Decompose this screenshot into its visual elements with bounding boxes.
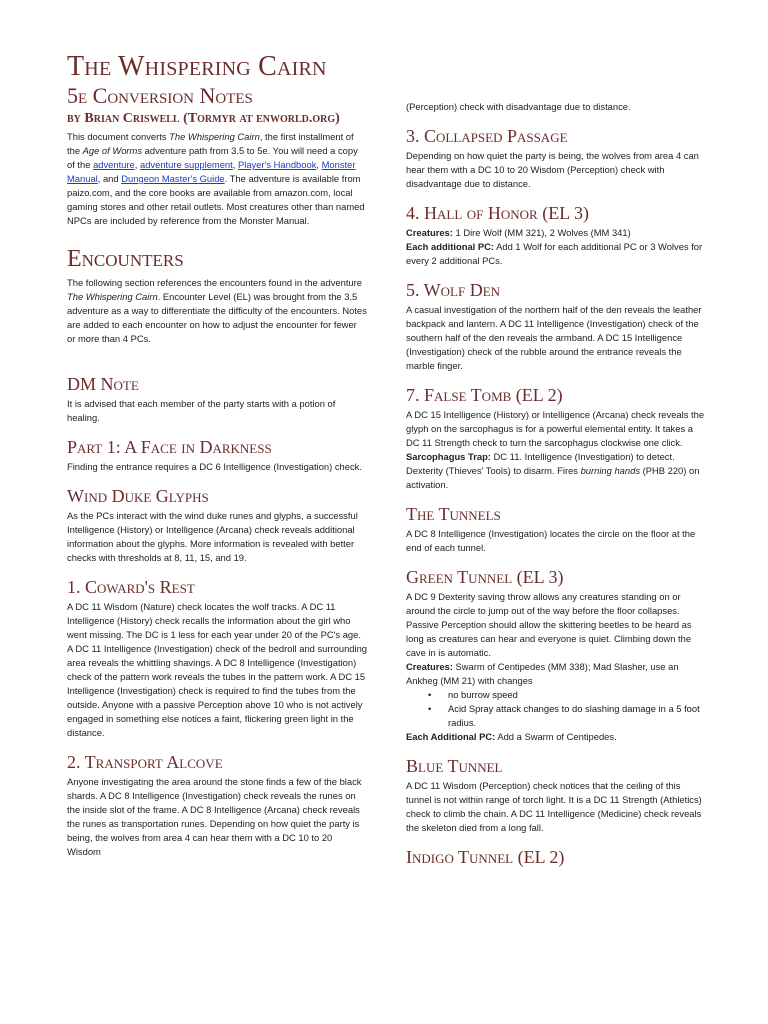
blue-tunnel-text: A DC 11 Wisdom (Perception) check notices that the ceiling of this tunnel is not within range of torch light. It is a DC 11 Strength (Athletics) check to climb the chain. A DC 11 Intelligence (Medicine) check reveals the skeleton died from a long fall. <box>406 780 702 833</box>
part1-heading: Part 1: A Face in Darkness <box>67 437 272 457</box>
false-tomb-text: A DC 15 Intelligence (History) or Intelligence (Arcana) check reveals the glyph on the sarcophagus is for a powerful elemental entity. It takes a DC 11 Strength check to turn the sarcophagus clockwise one click. Sarcophagus Trap: DC 11. Intelligence (Investigation) to detect. Dexterity (Thieves' Tools) to disarm. Fires burning hands (PHB 220) on activation. <box>406 409 705 490</box>
adventure-supplement-link[interactable]: adventure supplement <box>139 159 233 170</box>
tunnels-heading: The Tunnels <box>406 504 501 524</box>
green-tunnel-text: A DC 9 Dexterity saving throw allows any creatures standing on or around the circle to jump out of the way before the floor collapses. Passive Perception should allow the skittering beetles to be heard as long as creatures can hear and everyone is quiet. Climbing down the cave in is automatic. Creatures: Swarm of Centipedes (MM 338); Mad Slasher, use an Ankheg (MM 21) with changes <box>406 591 692 686</box>
encounters-paragraph: The following section references the encounters found in the adventure The Whispering Cairn. Encounter Level (EL) was brought from the 3.5 adventure as a way to differentiate the difficulty of the encounters. Notes are added to each encounter on how to adjust the encounter for fewer or more than 4 PCs. <box>67 277 367 344</box>
false-tomb-heading: 7. False Tomb (EL 2) <box>406 385 563 405</box>
list-item: • no burrow speed <box>448 688 706 702</box>
adventure-link[interactable]: adventure <box>93 159 135 170</box>
author-byline: by Brian Criswell (Tormyr at enworld.org) <box>67 111 340 126</box>
dungeon-masters-guide-link[interactable]: Dungeon Master's Guide <box>121 173 225 184</box>
collapsed-passage-heading: 3. Collapsed Passage <box>406 126 568 146</box>
green-tunnel-each-pc: Each Additional PC: Add a Swarm of Centipedes. <box>406 731 617 742</box>
left-column <box>67 44 367 859</box>
dm-note-text: It is advised that each member of the party starts with a potion of healing. <box>67 398 336 423</box>
wind-duke-text: As the PCs interact with the wind duke runes and glyphs, a successful Intelligence (History) or Intelligence (Arcana) check reveals additional information about the glyphs. More information is revealed with better checks with thresholds at 8, 11, 15, and 19. <box>67 510 358 563</box>
part1-text: Finding the entrance requires a DC 6 Intelligence (Investigation) check. <box>67 461 362 472</box>
transport-alcove-text: Anyone investigating the area around the stone finds a few of the black shards. A DC 8 Intelligence (Investigation) check reveals the runes on the inside slot of the frame. A DC 8 Intelligence (Arcana) check reveals the runes as transportation runes. Depending on how quiet the party is being, the wolves from area 4 can hear them with a DC 10 to 20 Wisdom <box>67 776 362 857</box>
hall-of-honor-text: Creatures: 1 Dire Wolf (MM 321), 2 Wolves (MM 341) Each additional PC: Add 1 Wolf for each additional PC or 3 Wolves for every 2 additional PCs. <box>406 227 703 266</box>
wind-duke-heading: Wind Duke Glyphs <box>67 486 209 506</box>
intro-paragraph: This document converts The Whispering Cairn, the first installment of the Age of Worms adventure path from 3.5 to 5e. You will need a copy of the adventure, adventure supplement, Player's Handbook, Monster Manual, and Dungeon Master's Guide. The adventure is available from paizo.com, and the core books are available from amazon.com, local gaming stores and other retail outlets. Most creatures other than named NPCs are included by reference from the Monster Manual. <box>67 131 365 226</box>
right-column <box>406 100 706 870</box>
green-tunnel-heading: Green Tunnel (EL 3) <box>406 567 564 587</box>
green-tunnel-changes-list <box>406 688 706 730</box>
encounters-heading: Encounters <box>67 246 184 272</box>
wolf-den-heading: 5. Wolf Den <box>406 280 501 300</box>
hall-of-honor-heading: 4. Hall of Honor (EL 3) <box>406 203 590 223</box>
document-title: The Whispering Cairn <box>67 51 327 82</box>
collapsed-passage-text: Depending on how quiet the party is being, the wolves from area 4 can hear them with a DC 10 to 20 Wisdom (Perception) check with disadvantage due to distance. <box>406 150 699 189</box>
indigo-tunnel-heading: Indigo Tunnel (EL 2) <box>406 847 565 867</box>
transport-alcove-continued: (Perception) check with disadvantage due to distance. <box>406 101 631 112</box>
list-item: • Acid Spray attack changes to do slashing damage in a 5 foot radius. <box>448 702 706 730</box>
blue-tunnel-heading: Blue Tunnel <box>406 756 503 776</box>
tunnels-text: A DC 8 Intelligence (Investigation) locates the circle on the floor at the end of each tunnel. <box>406 528 696 553</box>
document-subtitle: 5e Conversion Notes <box>67 83 253 108</box>
cowards-rest-text: A DC 11 Wisdom (Nature) check locates the wolf tracks. A DC 11 Intelligence (History) check recalls the information about the girl who went missing. The DC is 1 less for each year under 20 of the PC's age. A DC 11 Intelligence (Investigation) check of the bedroll and surrounding area reveals the whittling shavings. A DC 8 Intelligence (Investigation) check of the pattern work reveals the tubes in the pattern work. A DC 15 Intelligence (Investigation) check is required to find the tubes from the outside. Anyone with a passive Perception above 10 who is not actively engaged in something else notices a faint, flickering green light in the distance. <box>67 601 368 738</box>
monster-manual-link[interactable]: Monster Manual <box>67 159 356 184</box>
players-handbook-link[interactable]: Player's Handbook <box>237 159 317 170</box>
wolf-den-text: A casual investigation of the northern half of the den reveals the leather backpack and lantern. A DC 11 Intelligence (Investigation) check of the southern half of the den reveals the armband. A DC 15 Intelligence (Investigation) check of the rubble around the entrance reveals the marble finger. <box>406 304 702 371</box>
cowards-rest-heading: 1. Coward's Rest <box>67 577 195 597</box>
transport-alcove-heading: 2. Transport Alcove <box>67 752 223 772</box>
dm-note-heading: DM Note <box>67 374 139 394</box>
